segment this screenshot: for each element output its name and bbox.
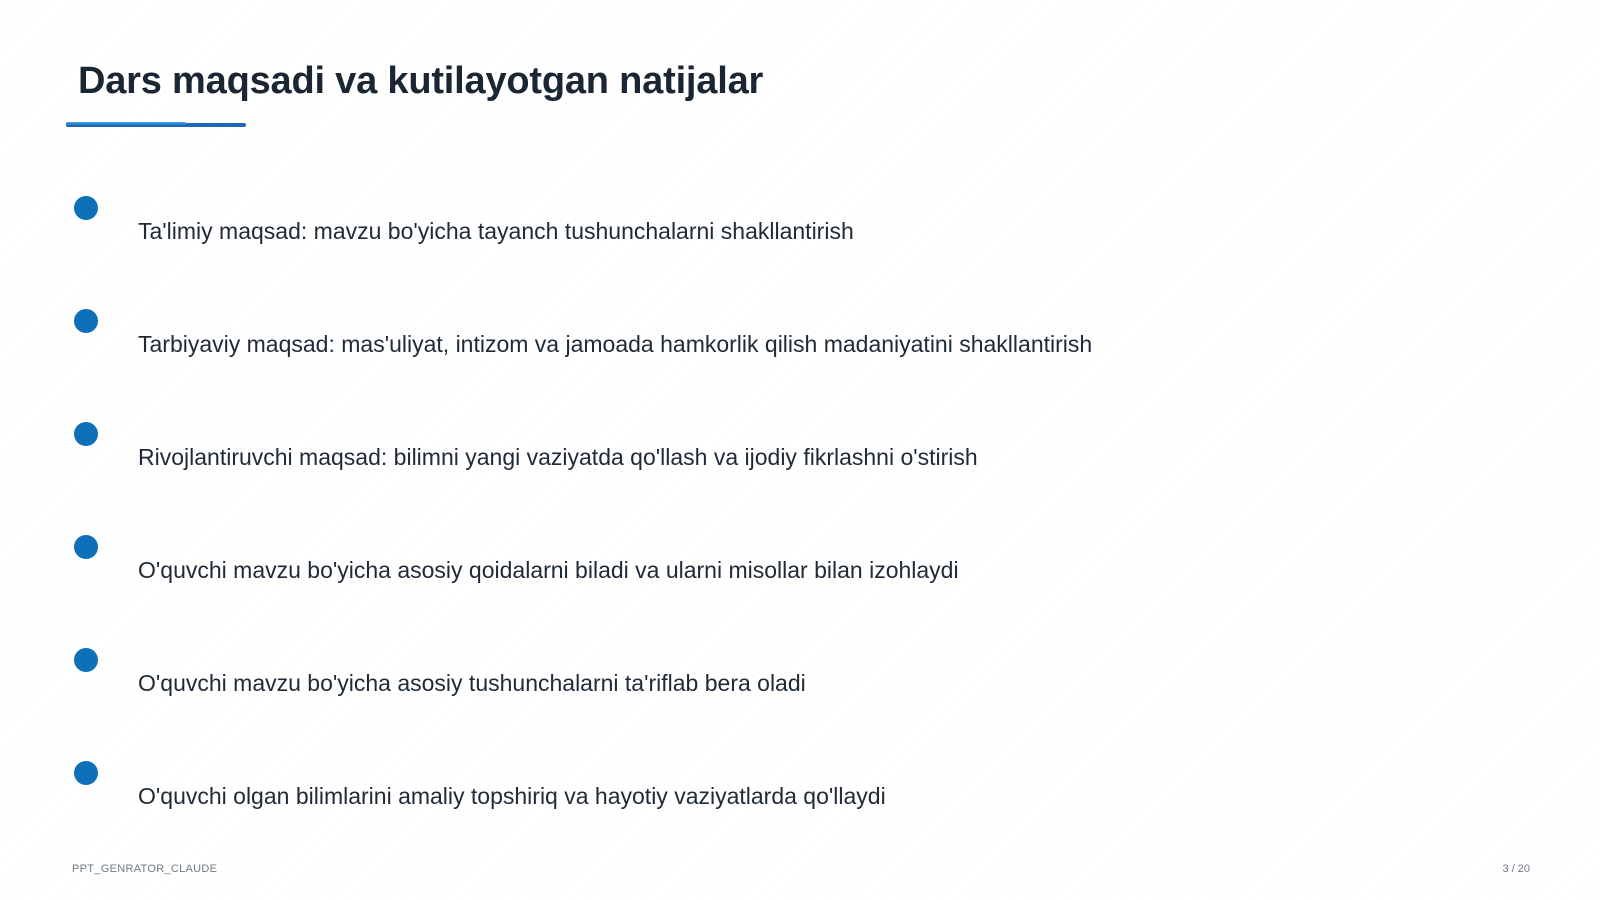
list-item [0,422,1600,502]
list-item [0,535,1600,615]
list-item [0,309,1600,389]
bullet-dot-icon [74,648,98,672]
bullet-dot-icon [74,196,98,220]
bullet-text: O'quvchi olgan bilimlarini amaliy topshiriq va hayotiy vaziyatlarda qo'llaydi [138,783,886,809]
footer-source-label: PPT_GENRATOR_CLAUDE [72,863,218,875]
page-indicator: 3 / 20 [1502,863,1530,875]
bullet-dot-icon [74,761,98,785]
bullet-text: O'quvchi mavzu bo'yicha asosiy qoidalarni biladi va ularni misollar bilan izohlaydi [138,557,959,583]
list-item [0,761,1600,841]
list-item [0,196,1600,276]
bullet-text: Tarbiyaviy maqsad: mas'uliyat, intizom va jamoada hamkorlik qilish madaniyatini shakllantirish [138,331,1093,357]
bullet-dot-icon [74,309,98,333]
bullet-text: O'quvchi mavzu bo'yicha asosiy tushunchalarni ta'riflab bera oladi [138,670,806,696]
slide-title: Dars maqsadi va kutilayotgan natijalar [78,60,764,102]
bullet-dot-icon [74,535,98,559]
bullet-text: Rivojlantiruvchi maqsad: bilimni yangi vaziyatda qo'llash va ijodiy fikrlashni o'stirish [138,444,978,470]
list-item [0,648,1600,728]
bullet-text: Ta'limiy maqsad: mavzu bo'yicha tayanch tushunchalarni shakllantirish [138,218,854,244]
bullet-dot-icon [74,422,98,446]
